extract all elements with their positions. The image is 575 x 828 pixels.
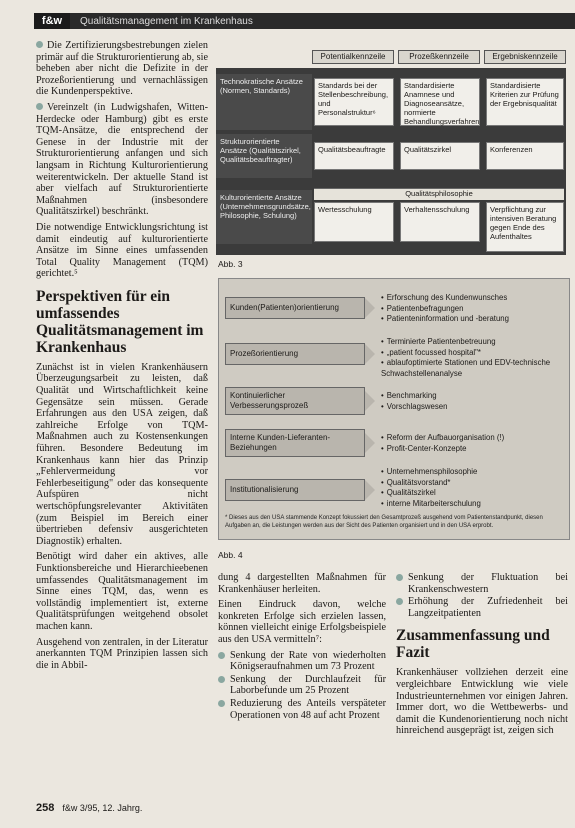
- table-cell: Standardisierte Anamnese und Diagnoseansätze, normierte Behandlungsverfahren: [400, 78, 480, 126]
- list-item: • Vorschlagswesen: [381, 402, 567, 413]
- section-heading: Zusammenfassung und Fazit: [396, 627, 550, 662]
- list-item: • Patientenbefragungen: [381, 304, 567, 315]
- paragraph: Die Zertifizierungsbestrebungen zielen primär auf die Strukturorientierung ab, sie beheben aber nicht die Defizite in der Prozeßorientierung und vernachlässigen die Kundenperspektive.: [36, 40, 209, 98]
- list-item: • Benchmarking: [381, 391, 567, 402]
- paragraph: Benötigt wird daher ein aktives, alle Funktionsbereiche und Hierarchieebenen umfassendes Qualitätsmanagement im Sinne eines TQM, das, wenn es vollständig implementiert ist, externe Qualitätsprüfungen weitgehend obsolet machen kann.: [36, 551, 208, 632]
- table-cell: Standards bei der Stellenbeschreibung, und Personalstruktur⁶: [314, 78, 394, 126]
- figure-4: [218, 278, 570, 540]
- figure-3: [216, 50, 566, 255]
- paragraph: Einen Eindruck davon, welche konkreten Erfolge sich erzielen lassen, können vielleicht einige Erfolgsbeispiele aus den USA vermitteln⁷:: [218, 599, 386, 645]
- table-cell: Standardisierte Kriterien zur Prüfung der Ergebnisqualität: [486, 78, 564, 126]
- figure-row: [225, 429, 565, 463]
- list-item: Senkung der Durchlaufzeit für Laborbefunde um 25 Prozent: [218, 674, 386, 697]
- page-footer: [36, 802, 142, 814]
- table-cell: Verpflichtung zur intensiven Beratung gegen Ende des Aufenthaltes: [486, 202, 564, 252]
- figure-row: [225, 467, 565, 513]
- list-item: Reduzierung des Anteils verspäteter Operationen von 48 auf acht Prozent: [218, 698, 386, 721]
- header-title: Qualitätsmanagement im Krankenhaus: [70, 13, 575, 29]
- paragraph: Zunächst ist in vielen Krankenhäusern Überzeugungsarbeit zu leisten, daß Qualität und Wirtschaftlichkeit keine Gegensätze sein müssen. Gerade Erfahrungen aus den USA zeigen, daß zahlreiche Erfolge von TQM-Maßnahmen auch zu Kostensenkungen führen. Besondere Bedeutung im Krankenhaus kann hier das Prinzip „Fehlervermeidung vor Fehlerbeseitigung" oder das konsequente Aufspüren nicht wertschöpfungsrelevanter Aktivitäten (zum Beispiel im Bereich einer übertrieben defensiv ausgerichteten Diagnostik) erhalten.: [36, 361, 208, 547]
- figure-footnote: * Dieses aus den USA stammende Konzept fokussiert den Gesamtprozeß ausgehend vom Patientenstandpunkt, diesen Aufgaben an, die Leistungen werden aus der Sicht des Patienten organisiert und in den USA erprobt.: [225, 515, 543, 529]
- paragraph: Ausgehend von zentralen, in der Literatur anerkannten TQM Prinzipien lassen sich die in Abbil-: [36, 636, 208, 671]
- row-items: [381, 293, 567, 325]
- running-header: [34, 12, 575, 30]
- arrow-icon: [365, 391, 375, 411]
- right-column: [396, 572, 568, 737]
- figure-row: [225, 387, 565, 421]
- row-items: [381, 467, 567, 509]
- list-item: • Terminierte Patientenbetreuung: [381, 337, 567, 348]
- list-item: • Erforschung des Kundenwunsches: [381, 293, 567, 304]
- arrow-icon: [365, 433, 375, 453]
- section-heading: Perspektiven für ein umfassendes Qualitätsmanagement im Krankenhaus: [36, 287, 204, 356]
- list-item: Senkung der Fluktuation bei Krankenschwestern: [396, 572, 568, 595]
- left-column: [36, 40, 208, 675]
- paragraph: Die notwendige Entwicklungsrichtung ist damit eindeutig auf kulturorientierte Ansätze im Sinne eines umfassenden Total Quality Management (TQM) gerichtet.⁵: [36, 221, 208, 280]
- row-items: [381, 433, 567, 454]
- journal-logo: f&w: [34, 13, 70, 29]
- band-label: Qualitätsphilosophie: [314, 188, 564, 200]
- list-item: • Unternehmensphilosophie: [381, 467, 567, 478]
- row-label: Prozeßorientierung: [225, 343, 365, 365]
- row-header: Strukturorientierte Ansätze (Qualitätszirkel, Qualitätsbeauftragter): [216, 134, 312, 178]
- table-cell: Konferenzen: [486, 142, 564, 170]
- column-header: Potentialkennzeile: [312, 50, 394, 64]
- list-item: • Patienteninformation und -beratung: [381, 314, 567, 325]
- row-label: Kontinuierlicher Verbesserungsprozeß: [225, 387, 365, 415]
- bullet-icon: [36, 103, 43, 110]
- row-items: [381, 337, 567, 379]
- table-cell: Verhaltensschulung: [400, 202, 480, 242]
- table-cell: Qualitätsbeauftragte: [314, 142, 394, 170]
- list-item: • „patient focussed hospital"*: [381, 348, 567, 359]
- list-item: • ablaufoptimierte Stationen und EDV-technische Schwachstellenanalyse: [381, 358, 567, 379]
- list-item: • interne Mitarbeiterschulung: [381, 499, 567, 510]
- list-item: Erhöhung der Zufriedenheit bei Langzeitpatienten: [396, 596, 568, 619]
- arrow-icon: [365, 298, 375, 318]
- middle-column: [218, 572, 386, 722]
- paragraph: Vereinzelt (in Ludwigshafen, Witten-Herdecke oder Hamburg) gibt es erste TQM-Ansätze, die entsprechend der Genese in der Industrie mit der Strukturorientierung anfangen und sich langsam in Richtung Kulturorientierung weiterentwickeln. Der aktuelle Stand ist aber vielfach auf Strukturorientierte Maßnahmen (insbesondere Qualitätszirkel) beschränkt.: [36, 101, 208, 218]
- list-item: • Qualitätszirkel: [381, 488, 567, 499]
- row-label: Kunden(Patienten)orientierung: [225, 297, 365, 319]
- arrow-icon: [365, 480, 375, 500]
- figure-row: [225, 293, 565, 327]
- list-item: • Qualitätsvorstand*: [381, 478, 567, 489]
- row-items: [381, 391, 567, 412]
- table-cell: Wertesschulung: [314, 202, 394, 242]
- bullet-icon: [36, 41, 43, 48]
- row-header: Technokratische Ansätze (Normen, Standards): [216, 74, 312, 130]
- column-header: Ergebniskennzeile: [484, 50, 566, 64]
- paragraph: Krankenhäuser vollziehen derzeit eine vergleichbare Entwicklung wie viele Industrieunternehmen vor einigen Jahren. Immer dort, wo die Wettbewerbs- und damit die Kundenorientierung noch nicht hinreichend ausgeprägt ist, zeigen sich: [396, 667, 568, 737]
- arrow-icon: [365, 344, 375, 364]
- column-header: Prozeßkennzeile: [398, 50, 480, 64]
- row-label: Interne Kunden-Lieferanten-Beziehungen: [225, 429, 365, 457]
- journal-reference: f&w 3/95, 12. Jahrg.: [62, 803, 143, 813]
- list-item: • Profit-Center-Konzepte: [381, 444, 567, 455]
- figure-caption: Abb. 3: [218, 259, 243, 269]
- page-number: 258: [36, 802, 55, 814]
- figure-row: [225, 337, 565, 377]
- list-item: Senkung der Rate von wiederholten Königseraufnahmen um 73 Prozent: [218, 650, 386, 673]
- table-cell: Qualitätszirkel: [400, 142, 480, 170]
- figure-caption: Abb. 4: [218, 550, 243, 560]
- paragraph: dung 4 dargestellten Maßnahmen für Krankenhäuser herleiten.: [218, 572, 386, 595]
- row-header: Kulturorientierte Ansätze (Unternehmensgrundsätze, Philosophie, Schulung): [216, 190, 312, 244]
- row-label: Institutionalisierung: [225, 479, 365, 501]
- list-item: • Reform der Aufbauorganisation (!): [381, 433, 567, 444]
